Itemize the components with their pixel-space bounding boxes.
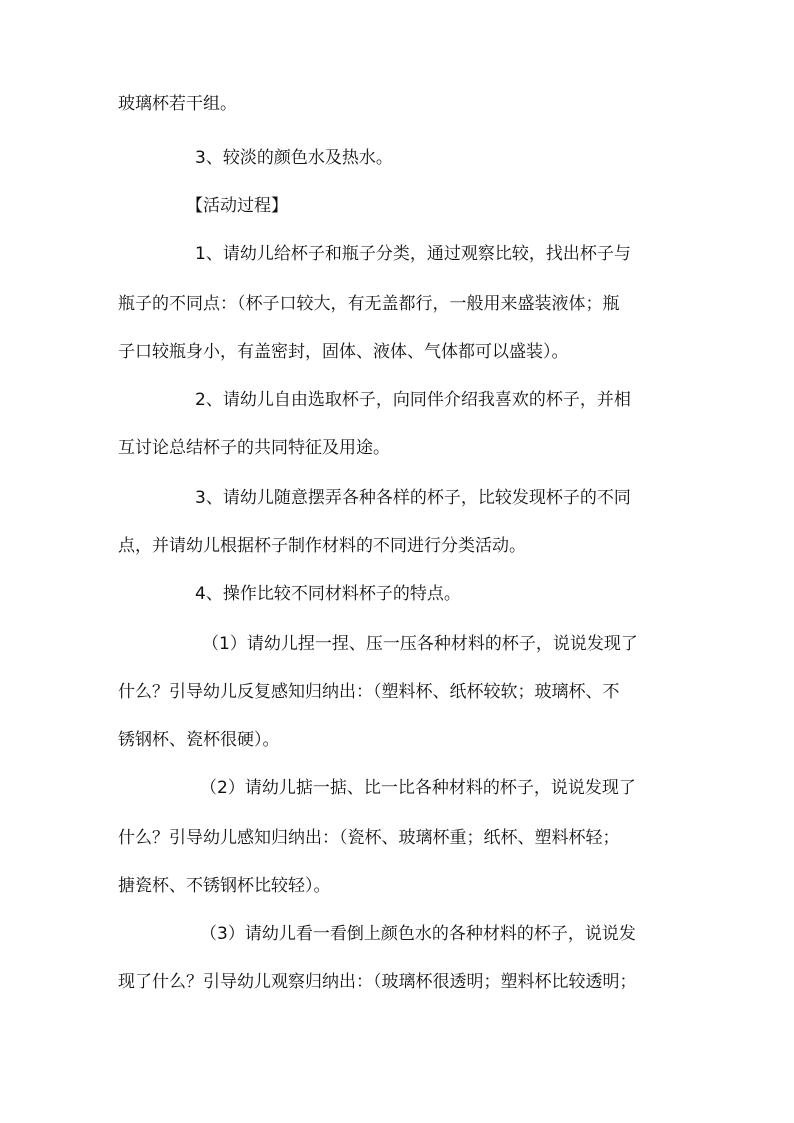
text-line: 4、操作比较不同材料杯子的特点。 xyxy=(195,584,461,604)
text-line: 搪瓷杯、不锈钢杯比较轻）。 xyxy=(118,876,331,896)
text-line: 点，并请幼儿根据杯子制作材料的不同进行分类活动。 xyxy=(118,536,526,556)
text-line: 1、请幼儿给杯子和瓶子分类，通过观察比较，找出杯子与 xyxy=(195,244,631,264)
text-line: （1）请幼儿捏一捏、压一压各种材料的杯子，说说发现了 xyxy=(202,634,638,654)
text-line: 3、请幼儿随意摆弄各种各样的杯子，比较发现杯子的不同 xyxy=(195,488,631,508)
text-line: 互讨论总结杯子的共同特征及用途。 xyxy=(118,438,390,458)
text-line: （3）请幼儿看一看倒上颜色水的各种材料的杯子，说说发 xyxy=(200,924,636,944)
text-line: （2）请幼儿掂一掂、比一比各种材料的杯子，说说发现了 xyxy=(200,778,636,798)
text-line: 现了什么？引导幼儿观察归纳出：（玻璃杯很透明；塑料杯比较透明； xyxy=(118,972,637,992)
text-line: 玻璃杯若干组。 xyxy=(118,94,237,114)
text-line: 什么？引导幼儿反复感知归纳出：（塑料杯、纸杯较软；玻璃杯、不 xyxy=(118,682,620,702)
text-line: 瓶子的不同点：（杯子口较大，有无盖都行，一般用来盛装液体；瓶 xyxy=(118,294,620,314)
text-line: 2、请幼儿自由选取杯子，向同伴介绍我喜欢的杯子，并相 xyxy=(195,390,631,410)
text-line: 锈钢杯、瓷杯很硬）。 xyxy=(118,730,280,750)
text-line: 什么？引导幼儿感知归纳出：（瓷杯、玻璃杯重；纸杯、塑料杯轻； xyxy=(118,828,620,848)
section-heading: 【活动过程】 xyxy=(186,196,288,216)
text-line: 子口较瓶身小，有盖密封，固体、液体、气体都可以盛装）。 xyxy=(118,342,569,362)
text-line: 3、较淡的颜色水及热水。 xyxy=(195,148,393,168)
